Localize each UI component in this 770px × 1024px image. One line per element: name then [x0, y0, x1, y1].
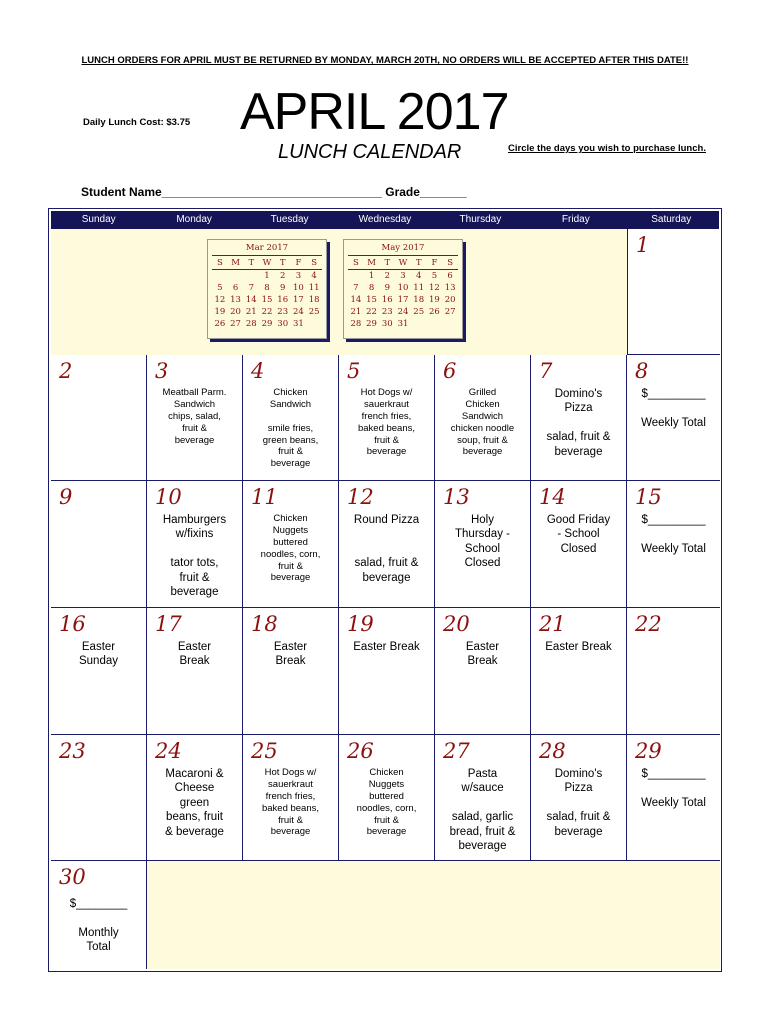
- day-cell[interactable]: [243, 355, 339, 481]
- day-number: 28: [539, 739, 566, 763]
- mini-day: [212, 270, 228, 282]
- day-cell[interactable]: [435, 608, 531, 735]
- lunch-menu-text: Domino's Pizza salad, fruit & beverage: [546, 768, 611, 838]
- day-cell[interactable]: [243, 608, 339, 735]
- order-deadline-notice: LUNCH ORDERS FOR APRIL MUST BE RETURNED BY MONDAY, MARCH 20TH, NO ORDERS WILL BE ACCEPTED AFTER THIS DATE!!: [81, 55, 689, 66]
- day-cell[interactable]: [51, 608, 147, 735]
- lunch-menu-text: Good Friday - School Closed: [546, 514, 611, 555]
- weekday-header-sunday: Sunday: [81, 214, 116, 225]
- day-cell[interactable]: [627, 735, 720, 861]
- lunch-menu-text: Meatball Parm. Sandwich chips, salad, fruit & beverage: [162, 387, 227, 446]
- day-number: 23: [59, 739, 86, 763]
- day-number: 7: [539, 359, 553, 383]
- mini-weekday-letter: M: [228, 257, 244, 270]
- day-cell[interactable]: [147, 481, 243, 608]
- mini-day: 10: [397, 283, 409, 293]
- mini-day: 13: [444, 283, 456, 293]
- mini-day: 17: [397, 295, 409, 305]
- day-number: 11: [251, 485, 278, 509]
- mini-day: 28: [245, 319, 257, 329]
- mini-day: 10: [293, 283, 304, 293]
- day-cell[interactable]: [627, 481, 720, 608]
- day-number: 25: [251, 739, 278, 763]
- mini-day: 29: [261, 319, 273, 329]
- lunch-menu-text: $_________ Weekly Total: [641, 768, 706, 809]
- day-number: 26: [347, 739, 374, 763]
- mini-day: 11: [413, 283, 425, 293]
- lunch-menu-text: Easter Sunday: [78, 641, 118, 668]
- day-cell[interactable]: [339, 608, 435, 735]
- day-cell[interactable]: [435, 735, 531, 861]
- day-cell[interactable]: [51, 735, 147, 861]
- day-number: 2: [59, 359, 73, 383]
- lunch-menu-text: $_________ Weekly Total: [641, 514, 706, 555]
- mini-day: 5: [217, 283, 223, 293]
- day-cell[interactable]: [147, 735, 243, 861]
- lunch-menu-text: Macaroni & Cheese green beans, fruit & beverage: [165, 768, 224, 838]
- day-number: 24: [155, 739, 182, 763]
- mini-weekday-letter: W: [259, 257, 275, 270]
- mini-weekday-letter: S: [348, 257, 364, 270]
- day-number: 14: [539, 485, 566, 509]
- mini-day: 28: [350, 319, 362, 329]
- mini-weekday-letter: T: [411, 257, 427, 270]
- mini-weekday-letter: T: [379, 257, 395, 270]
- mini-day: 14: [245, 295, 257, 305]
- mini-day: [243, 270, 259, 282]
- mini-calendar: [343, 239, 463, 339]
- mini-weekday-letter: F: [427, 257, 443, 270]
- mini-day: 3: [400, 271, 406, 281]
- mini-day: 23: [277, 307, 289, 317]
- mini-day: [442, 318, 458, 330]
- mini-day: [228, 330, 244, 342]
- day-number: 5: [347, 359, 361, 383]
- mini-day: 30: [277, 319, 289, 329]
- lunch-menu-text: Round Pizza salad, fruit & beverage: [353, 514, 420, 584]
- day-number: 27: [443, 739, 470, 763]
- mini-day: 21: [245, 307, 257, 317]
- day-number: 8: [635, 359, 649, 383]
- mini-day: 15: [261, 295, 273, 305]
- mini-day: 20: [444, 295, 456, 305]
- lunch-menu-text: Easter Break: [177, 641, 212, 668]
- lunch-menu-text: Hamburgers w/fixins tator tots, fruit & beverage: [162, 514, 227, 598]
- day-number: 3: [155, 359, 169, 383]
- mini-day: [306, 318, 322, 330]
- mini-calendar-title: May 2017: [348, 242, 458, 256]
- mini-day: [411, 318, 427, 330]
- day-cell[interactable]: [339, 735, 435, 861]
- mini-day: 31: [293, 319, 304, 329]
- mini-day: 25: [308, 307, 320, 317]
- mini-day: 29: [366, 319, 377, 329]
- mini-day: 17: [293, 295, 304, 305]
- mini-day: 26: [429, 307, 440, 317]
- mini-day: 12: [429, 283, 440, 293]
- mini-day: 22: [261, 307, 273, 317]
- mini-calendar-grid: [212, 257, 322, 342]
- mini-weekday-letter: T: [275, 257, 291, 270]
- mini-day: 1: [264, 271, 270, 281]
- mini-weekday-letter: S: [442, 257, 458, 270]
- lunch-menu-text: Chicken Nuggets buttered noodles, corn, fruit & beverage: [356, 767, 417, 838]
- day-number: 20: [443, 612, 470, 636]
- empty-days-area: [51, 229, 627, 355]
- day-cell[interactable]: [435, 481, 531, 608]
- day-number: 21: [539, 612, 566, 636]
- circle-days-instruction: Circle the days you wish to purchase lunch.: [508, 143, 706, 154]
- month-title: APRIL 2017: [240, 83, 509, 141]
- day-cell[interactable]: [339, 481, 435, 608]
- weekday-header-saturday: Saturday: [651, 214, 692, 225]
- mini-day: 11: [308, 283, 320, 293]
- day-number: 13: [443, 485, 470, 509]
- lunch-menu-text: Grilled Chicken Sandwich chicken noodle soup, fruit & beverage: [450, 387, 515, 458]
- mini-day: 9: [384, 283, 390, 293]
- mini-weekday-letter: F: [291, 257, 307, 270]
- mini-day: 27: [230, 319, 241, 329]
- day-number: 10: [155, 485, 182, 509]
- lunch-menu-text: $________ Monthly Total: [69, 898, 128, 954]
- mini-calendar-grid: [348, 257, 458, 330]
- day-cell[interactable]: [531, 735, 627, 861]
- day-number: 9: [59, 485, 73, 509]
- lunch-menu-text: $_________ Weekly Total: [641, 388, 706, 429]
- mini-day: 16: [381, 295, 393, 305]
- day-cell[interactable]: [147, 355, 243, 481]
- mini-day: 7: [353, 283, 359, 293]
- lunch-menu-text: Easter Break: [465, 641, 500, 668]
- day-cell[interactable]: [51, 861, 147, 969]
- day-number: 30: [59, 865, 86, 889]
- mini-weekday-letter: S: [306, 257, 322, 270]
- mini-day: 16: [277, 295, 289, 305]
- mini-day: 24: [397, 307, 409, 317]
- day-cell[interactable]: [147, 608, 243, 735]
- mini-weekday-letter: W: [395, 257, 411, 270]
- mini-day: 1: [368, 271, 375, 281]
- student-name-grade-line[interactable]: Student Name_________________________________ Grade_______: [81, 185, 467, 199]
- mini-day: 22: [366, 307, 377, 317]
- day-number: 6: [443, 359, 457, 383]
- mini-day: 18: [413, 295, 425, 305]
- mini-day: 18: [308, 295, 320, 305]
- empty-days-area: [147, 861, 720, 969]
- lunch-menu-text: Domino's Pizza salad, fruit & beverage: [546, 388, 611, 458]
- mini-day: 26: [214, 319, 226, 329]
- mini-day: 4: [415, 271, 422, 281]
- mini-day: [228, 270, 244, 282]
- day-cell[interactable]: [243, 481, 339, 608]
- day-cell[interactable]: [627, 355, 720, 481]
- mini-day: 21: [350, 307, 362, 317]
- day-cell[interactable]: [627, 608, 720, 735]
- lunch-menu-text: Easter Break: [545, 641, 612, 653]
- mini-day: 12: [214, 295, 226, 305]
- day-cell[interactable]: [531, 355, 627, 481]
- mini-day: 30: [381, 319, 393, 329]
- mini-day: 19: [429, 295, 440, 305]
- mini-day: 9: [279, 283, 286, 293]
- mini-day: 7: [248, 283, 254, 293]
- day-number: 22: [635, 612, 662, 636]
- weekday-header-tuesday: Tuesday: [270, 214, 309, 225]
- mini-day: 14: [350, 295, 362, 305]
- mini-day: 4: [311, 271, 317, 281]
- mini-day: 13: [230, 295, 241, 305]
- lunch-menu-text: Easter Break: [353, 641, 420, 653]
- mini-day: 31: [397, 319, 409, 329]
- mini-day: 19: [214, 307, 226, 317]
- calendar-subtitle: LUNCH CALENDAR: [278, 141, 462, 163]
- day-cell[interactable]: [51, 481, 147, 608]
- day-number: 4: [251, 359, 265, 383]
- mini-weekday-letter: T: [243, 257, 259, 270]
- mini-weekday-letter: M: [364, 257, 380, 270]
- lunch-menu-text: Holy Thursday - School Closed: [455, 514, 510, 570]
- mini-day: [212, 330, 228, 342]
- mini-day: 2: [384, 271, 390, 281]
- mini-day: 20: [230, 307, 241, 317]
- weekday-header-friday: Friday: [561, 214, 590, 225]
- lunch-menu-text: Hot Dogs w/ sauerkraut french fries, baked beans, fruit & beverage: [357, 387, 416, 458]
- lunch-calendar-grid: [48, 208, 722, 972]
- mini-day: 24: [293, 307, 304, 317]
- mini-day: 8: [264, 283, 270, 293]
- day-cell[interactable]: [243, 735, 339, 861]
- day-number: 17: [155, 612, 182, 636]
- mini-day: 2: [279, 271, 286, 281]
- mini-day: 6: [232, 283, 239, 293]
- day-cell[interactable]: [531, 481, 627, 608]
- mini-day: [348, 270, 364, 282]
- mini-calendar: [207, 239, 327, 339]
- mini-day: 27: [444, 307, 456, 317]
- mini-day: 25: [413, 307, 425, 317]
- weekday-header-thursday: Thursday: [459, 214, 502, 225]
- mini-day: 5: [431, 271, 438, 281]
- weekday-header-wednesday: Wednesday: [358, 214, 412, 225]
- day-number: 18: [251, 612, 278, 636]
- lunch-menu-text: Easter Break: [273, 641, 308, 668]
- day-cell[interactable]: [531, 608, 627, 735]
- day-number: 12: [347, 485, 374, 509]
- mini-day: 6: [447, 271, 453, 281]
- day-cell[interactable]: [627, 229, 720, 355]
- day-cell[interactable]: [435, 355, 531, 481]
- mini-day: [427, 318, 443, 330]
- lunch-menu-text: Chicken Nuggets buttered noodles, corn, fruit & beverage: [260, 513, 321, 584]
- lunch-menu-text: Chicken Sandwich smile fries, green beans, fruit & beverage: [262, 387, 319, 470]
- mini-day: 3: [295, 271, 302, 281]
- mini-day: 23: [381, 307, 393, 317]
- mini-day: 8: [368, 283, 375, 293]
- lunch-menu-text: Pasta w/sauce salad, garlic bread, fruit & beverage: [449, 768, 516, 852]
- mini-calendar-title: Mar 2017: [212, 242, 322, 256]
- weekday-header-monday: Monday: [176, 214, 212, 225]
- daily-lunch-cost: Daily Lunch Cost: $3.75: [83, 117, 191, 128]
- day-cell[interactable]: [339, 355, 435, 481]
- day-cell[interactable]: [51, 355, 147, 481]
- day-number: 1: [636, 233, 650, 257]
- day-number: 15: [635, 485, 662, 509]
- day-number: 19: [347, 612, 374, 636]
- weekday-header-bar: [51, 211, 719, 229]
- day-number: 16: [59, 612, 86, 636]
- mini-day: 15: [366, 295, 377, 305]
- day-number: 29: [635, 739, 662, 763]
- lunch-menu-text: Hot Dogs w/ sauerkraut french fries, baked beans, fruit & beverage: [261, 767, 320, 838]
- mini-weekday-letter: S: [212, 257, 228, 270]
